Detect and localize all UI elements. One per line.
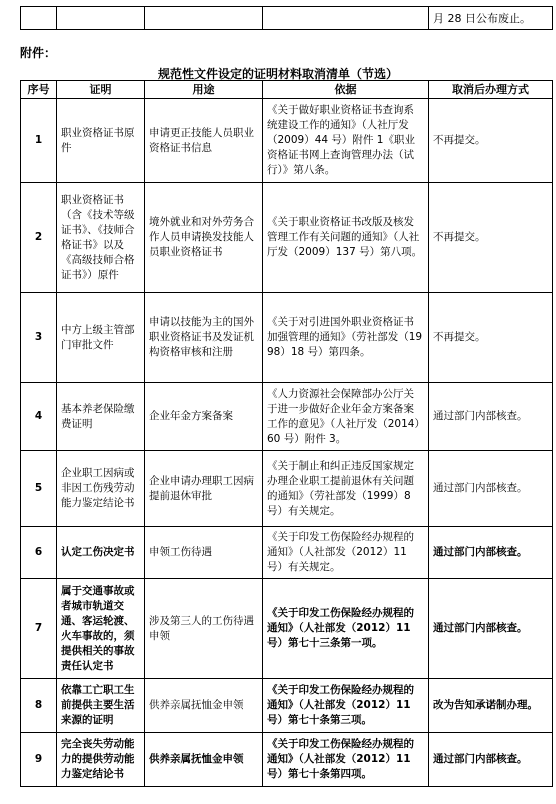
cell-basis: 《人力资源社会保障部办公厅关于进一步做好企业年金方案备案工作的意见》（人社厅发（2014）60 号）附件 3。 xyxy=(263,383,429,451)
cell-seq: 5 xyxy=(21,451,57,527)
cell-item: 依靠工亡职工生前提供主要生活来源的证明 xyxy=(57,679,145,733)
cell-method: 通过部门内部核查。 xyxy=(429,579,553,679)
cell-basis: 《关于制止和纠正违反国家规定办理企业职工提前退休有关问题的通知》（劳社部发（1999）8 号）有关规定。 xyxy=(263,451,429,527)
cell-method: 通过部门内部核查。 xyxy=(429,733,553,787)
cell-item: 职业资格证书原件 xyxy=(57,99,145,183)
fragment-cell xyxy=(57,7,145,30)
cell-purpose: 申请以技能为主的国外职业资格证书及发证机构资格审核和注册 xyxy=(145,293,263,383)
table-header-row xyxy=(21,81,553,99)
cell-method: 通过部门内部核查。 xyxy=(429,383,553,451)
cell-seq: 7 xyxy=(21,579,57,679)
table-row xyxy=(21,293,553,383)
column-header-item: 证明 xyxy=(57,81,145,99)
cell-purpose: 供养亲属抚恤金申领 xyxy=(145,733,263,787)
cell-basis: 《关于职业资格证书改版及核发管理工作有关问题的通知》（人社厅发（2009）137 号）第八项。 xyxy=(263,183,429,293)
cell-method: 通过部门内部核查。 xyxy=(429,451,553,527)
column-header-seq: 序号 xyxy=(21,81,57,99)
table-row xyxy=(21,99,553,183)
cell-basis: 《关于印发工伤保险经办规程的通知》（人社部发（2012）11 号）有关规定。 xyxy=(263,527,429,579)
document-title: 规范性文件设定的证明材料取消清单（节选） xyxy=(157,67,398,81)
column-header-basis: 依据 xyxy=(263,81,429,99)
cell-seq: 3 xyxy=(21,293,57,383)
cell-item: 完全丧失劳动能力的提供劳动能力鉴定结论书 xyxy=(57,733,145,787)
table-row xyxy=(21,451,553,527)
cell-basis: 《关于印发工伤保险经办规程的通知》（人社部发（2012）11 号）第七十条第三项。 xyxy=(263,679,429,733)
cell-purpose: 境外就业和对外劳务合作人员申请换发技能人员职业资格证书 xyxy=(145,183,263,293)
table-row xyxy=(21,579,553,679)
cell-seq: 9 xyxy=(21,733,57,787)
cell-item: 认定工伤决定书 xyxy=(57,527,145,579)
cell-seq: 4 xyxy=(21,383,57,451)
cell-seq: 1 xyxy=(21,99,57,183)
previous-table-fragment xyxy=(20,6,552,30)
certificate-list-table xyxy=(20,80,552,787)
fragment-cell xyxy=(145,7,263,30)
cell-purpose: 申请更正技能人员职业资格证书信息 xyxy=(145,99,263,183)
cell-purpose: 供养亲属抚恤金申领 xyxy=(145,679,263,733)
cell-method: 不再提交。 xyxy=(429,99,553,183)
cell-method: 改为告知承诺制办理。 xyxy=(429,679,553,733)
table-row xyxy=(21,183,553,293)
cell-purpose: 申领工伤待遇 xyxy=(145,527,263,579)
cell-basis: 《关于印发工伤保险经办规程的通知》（人社部发（2012）11 号）第七十三条第一项。 xyxy=(263,579,429,679)
cell-item: 属于交通事故或者城市轨道交通、客运轮渡、火车事故的，须提供相关的事故责任认定书 xyxy=(57,579,145,679)
cell-seq: 8 xyxy=(21,679,57,733)
cell-purpose: 企业申请办理职工因病提前退休审批 xyxy=(145,451,263,527)
table-row xyxy=(21,733,553,787)
fragment-cell xyxy=(21,7,57,30)
cell-item: 中方上级主管部门审批文件 xyxy=(57,293,145,383)
table-row xyxy=(21,679,553,733)
cell-item: 企业职工因病或非因工伤残劳动能力鉴定结论书 xyxy=(57,451,145,527)
cell-purpose: 涉及第三人的工伤待遇申领 xyxy=(145,579,263,679)
attachment-label: 附件： xyxy=(20,46,57,60)
cell-basis: 《关于印发工伤保险经办规程的通知》（人社部发（2012）11 号）第七十条第四项。 xyxy=(263,733,429,787)
cell-method: 不再提交。 xyxy=(429,293,553,383)
cell-basis: 《关于对引进国外职业资格证书加强管理的通知》（劳社部发（1998）18 号）第四条。 xyxy=(263,293,429,383)
table-row xyxy=(21,383,553,451)
cell-item: 基本养老保险缴费证明 xyxy=(57,383,145,451)
cell-method: 通过部门内部核查。 xyxy=(429,527,553,579)
cell-method: 不再提交。 xyxy=(429,183,553,293)
cell-item: 职业资格证书（含《技术等级证书》、《技师合格证书》以及《高级技师合格证书》）原件 xyxy=(57,183,145,293)
column-header-purpose: 用途 xyxy=(145,81,263,99)
cell-basis: 《关于做好职业资格证书查询系统建设工作的通知》（人社厅发（2009）44 号）附件 1《职业资格证书网上查询管理办法（试行）》第八条。 xyxy=(263,99,429,183)
cell-purpose: 企业年金方案备案 xyxy=(145,383,263,451)
table-row xyxy=(21,527,553,579)
cell-seq: 2 xyxy=(21,183,57,293)
fragment-cell xyxy=(263,7,429,30)
fragment-cell-text: 月 28 日公布废止。 xyxy=(429,7,553,30)
column-header-method: 取消后办理方式 xyxy=(429,81,553,99)
cell-seq: 6 xyxy=(21,527,57,579)
